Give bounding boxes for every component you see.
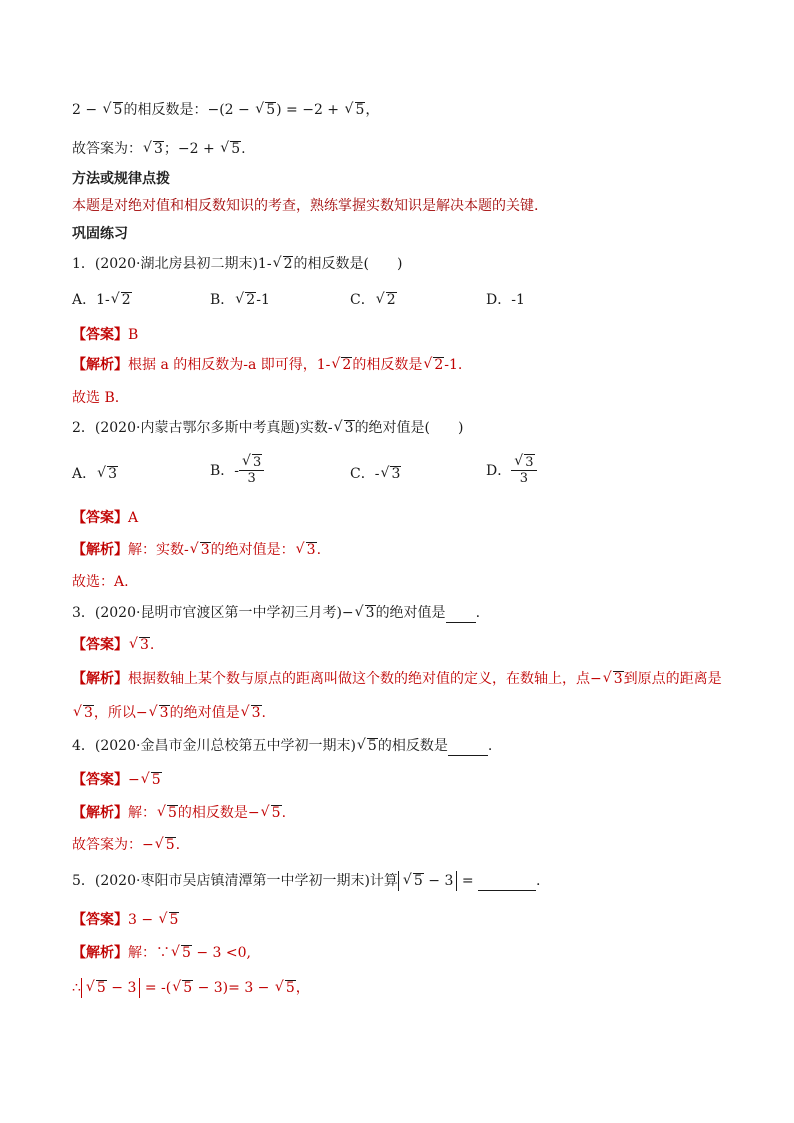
- sqrt-5: √ 5: [156, 836, 176, 854]
- question-2-analysis: 【解析】解：实数-√ 3的绝对值是：√ 3.: [72, 541, 321, 559]
- sqrt-3: √ 3: [297, 541, 317, 559]
- sqrt-5: √ 5: [104, 101, 124, 119]
- question-2-option-d: D． √ $\frac{3}{3}$: [486, 454, 537, 486]
- question-2-option-a: A．√ 3: [72, 465, 118, 483]
- answer-blank: [478, 872, 536, 891]
- sqrt-3: √ 3: [335, 419, 355, 437]
- sqrt-2: √ 2: [112, 291, 132, 309]
- sqrt-3: √ 3: [242, 704, 262, 722]
- question-1-option-a: A．1-√ 2: [72, 291, 132, 309]
- sqrt-2: √ 2: [377, 291, 397, 309]
- sqrt-5: √ 5: [346, 101, 366, 119]
- sqrt-3: √ 3: [150, 704, 170, 722]
- question-3-analysis-cont: √ 3，所以−√ 3的绝对值是√ 3.: [72, 704, 266, 722]
- sqrt-5: √ 5: [142, 771, 162, 789]
- question-2-stem: 2．(2020·内蒙古鄂尔多斯中考真题)实数-√ 3的绝对值是( ): [72, 419, 464, 437]
- solution-line-1: 2 − √ 5的相反数是：−(2 − √ 5) = −2 + √ 5，: [72, 101, 379, 119]
- sqrt-3: √ 3: [130, 636, 150, 654]
- question-2-select: 故选：A.: [72, 574, 129, 590]
- sqrt-5: √ 5: [256, 101, 276, 119]
- answer-blank: [446, 604, 476, 623]
- fraction: √ $\frac{3}{3}$: [239, 454, 264, 486]
- question-4-answer: 【答案】−√ 5: [72, 771, 162, 789]
- question-1-option-c: C．√ 2: [350, 291, 397, 309]
- sqrt-5: √ 5: [221, 140, 241, 158]
- method-heading: 方法或规律点拨: [72, 171, 170, 187]
- sqrt-5: √ 5: [358, 737, 378, 755]
- question-1-answer: 【答案】B: [72, 327, 139, 343]
- method-text: 本题是对绝对值和相反数知识的考查，熟练掌握实数知识是解决本题的关键.: [72, 198, 539, 214]
- sqrt-3: √ 3: [515, 454, 534, 470]
- sqrt-5: √ 5: [404, 871, 424, 891]
- question-5-analysis-cont: ∴√ 5 − 3 = -(√ 5 − 3)= 3 − √ 5，: [72, 978, 310, 998]
- sqrt-2: √ 2: [424, 356, 444, 374]
- sqrt-3: √ 3: [144, 140, 164, 158]
- sqrt-3: √ 3: [356, 604, 376, 622]
- question-1-option-b: B．√ 2-1: [210, 291, 270, 309]
- sqrt-3: √ 3: [243, 454, 262, 470]
- absolute-value: √ 5 − 3: [398, 871, 457, 891]
- question-5-stem: 5．(2020·枣阳市吴店镇清潭第一中学初一期末)计算√ 5 − 3 = .: [72, 871, 540, 891]
- question-4-final-answer: 故答案为：−√ 5.: [72, 836, 180, 854]
- answer-blank: [448, 737, 488, 756]
- question-2-option-b: B．- √ $\frac{3}{3}$: [210, 454, 264, 486]
- question-5-analysis: 【解析】解：∵√ 5 − 3 <0,: [72, 944, 251, 962]
- sqrt-5: √ 5: [276, 979, 296, 997]
- sqrt-3: √ 3: [98, 465, 118, 483]
- sqrt-2: √ 2: [236, 291, 256, 309]
- sqrt-5: √ 5: [87, 978, 107, 998]
- question-1-analysis: 【解析】根据 a 的相反数为-a 即可得，1-√ 2的相反数是√ 2-1.: [72, 356, 462, 374]
- sqrt-3: √ 3: [191, 541, 211, 559]
- sqrt-3: √ 3: [604, 670, 624, 688]
- fraction: √ $\frac{3}{3}$: [511, 454, 536, 486]
- sqrt-3: √ 3: [74, 704, 94, 722]
- practice-heading: 巩固练习: [72, 226, 128, 242]
- question-5-answer: 【答案】3 − √ 5: [72, 911, 179, 929]
- sqrt-3: √ 3: [381, 465, 401, 483]
- question-2-option-c: C．-√ 3: [350, 465, 401, 483]
- question-1-select: 故选 B.: [72, 390, 120, 406]
- absolute-value: √ 5 − 3: [81, 978, 140, 998]
- sqrt-5: √ 5: [160, 911, 180, 929]
- sqrt-2: √ 2: [332, 356, 352, 374]
- question-1-option-d: D．-1: [486, 292, 525, 308]
- question-3-stem: 3．(2020·昆明市官渡区第一中学初三月考)−√ 3的绝对值是 .: [72, 604, 480, 623]
- sqrt-5: √ 5: [262, 804, 282, 822]
- solution-answer-line: 故答案为：√ 3；−2 + √ 5.: [72, 140, 246, 158]
- question-4-analysis: 【解析】解：√ 5的相反数是−√ 5.: [72, 804, 286, 822]
- sqrt-5: √ 5: [158, 804, 178, 822]
- question-3-analysis: 【解析】根据数轴上某个数与原点的距离叫做这个数的绝对值的定义，在数轴上，点−√ 3到原点的距离是: [72, 670, 722, 688]
- question-4-stem: 4．(2020·金昌市金川总校第五中学初一期末)√ 5的相反数是 .: [72, 737, 492, 756]
- question-3-answer: 【答案】√ 3.: [72, 636, 154, 654]
- sqrt-5: √ 5: [172, 944, 192, 962]
- sqrt-2: √ 2: [274, 255, 294, 273]
- sqrt-5: √ 5: [173, 979, 193, 997]
- question-1-stem: 1．(2020·湖北房县初二期末)1-√ 2的相反数是( ): [72, 255, 402, 273]
- question-2-answer: 【答案】A: [72, 510, 139, 526]
